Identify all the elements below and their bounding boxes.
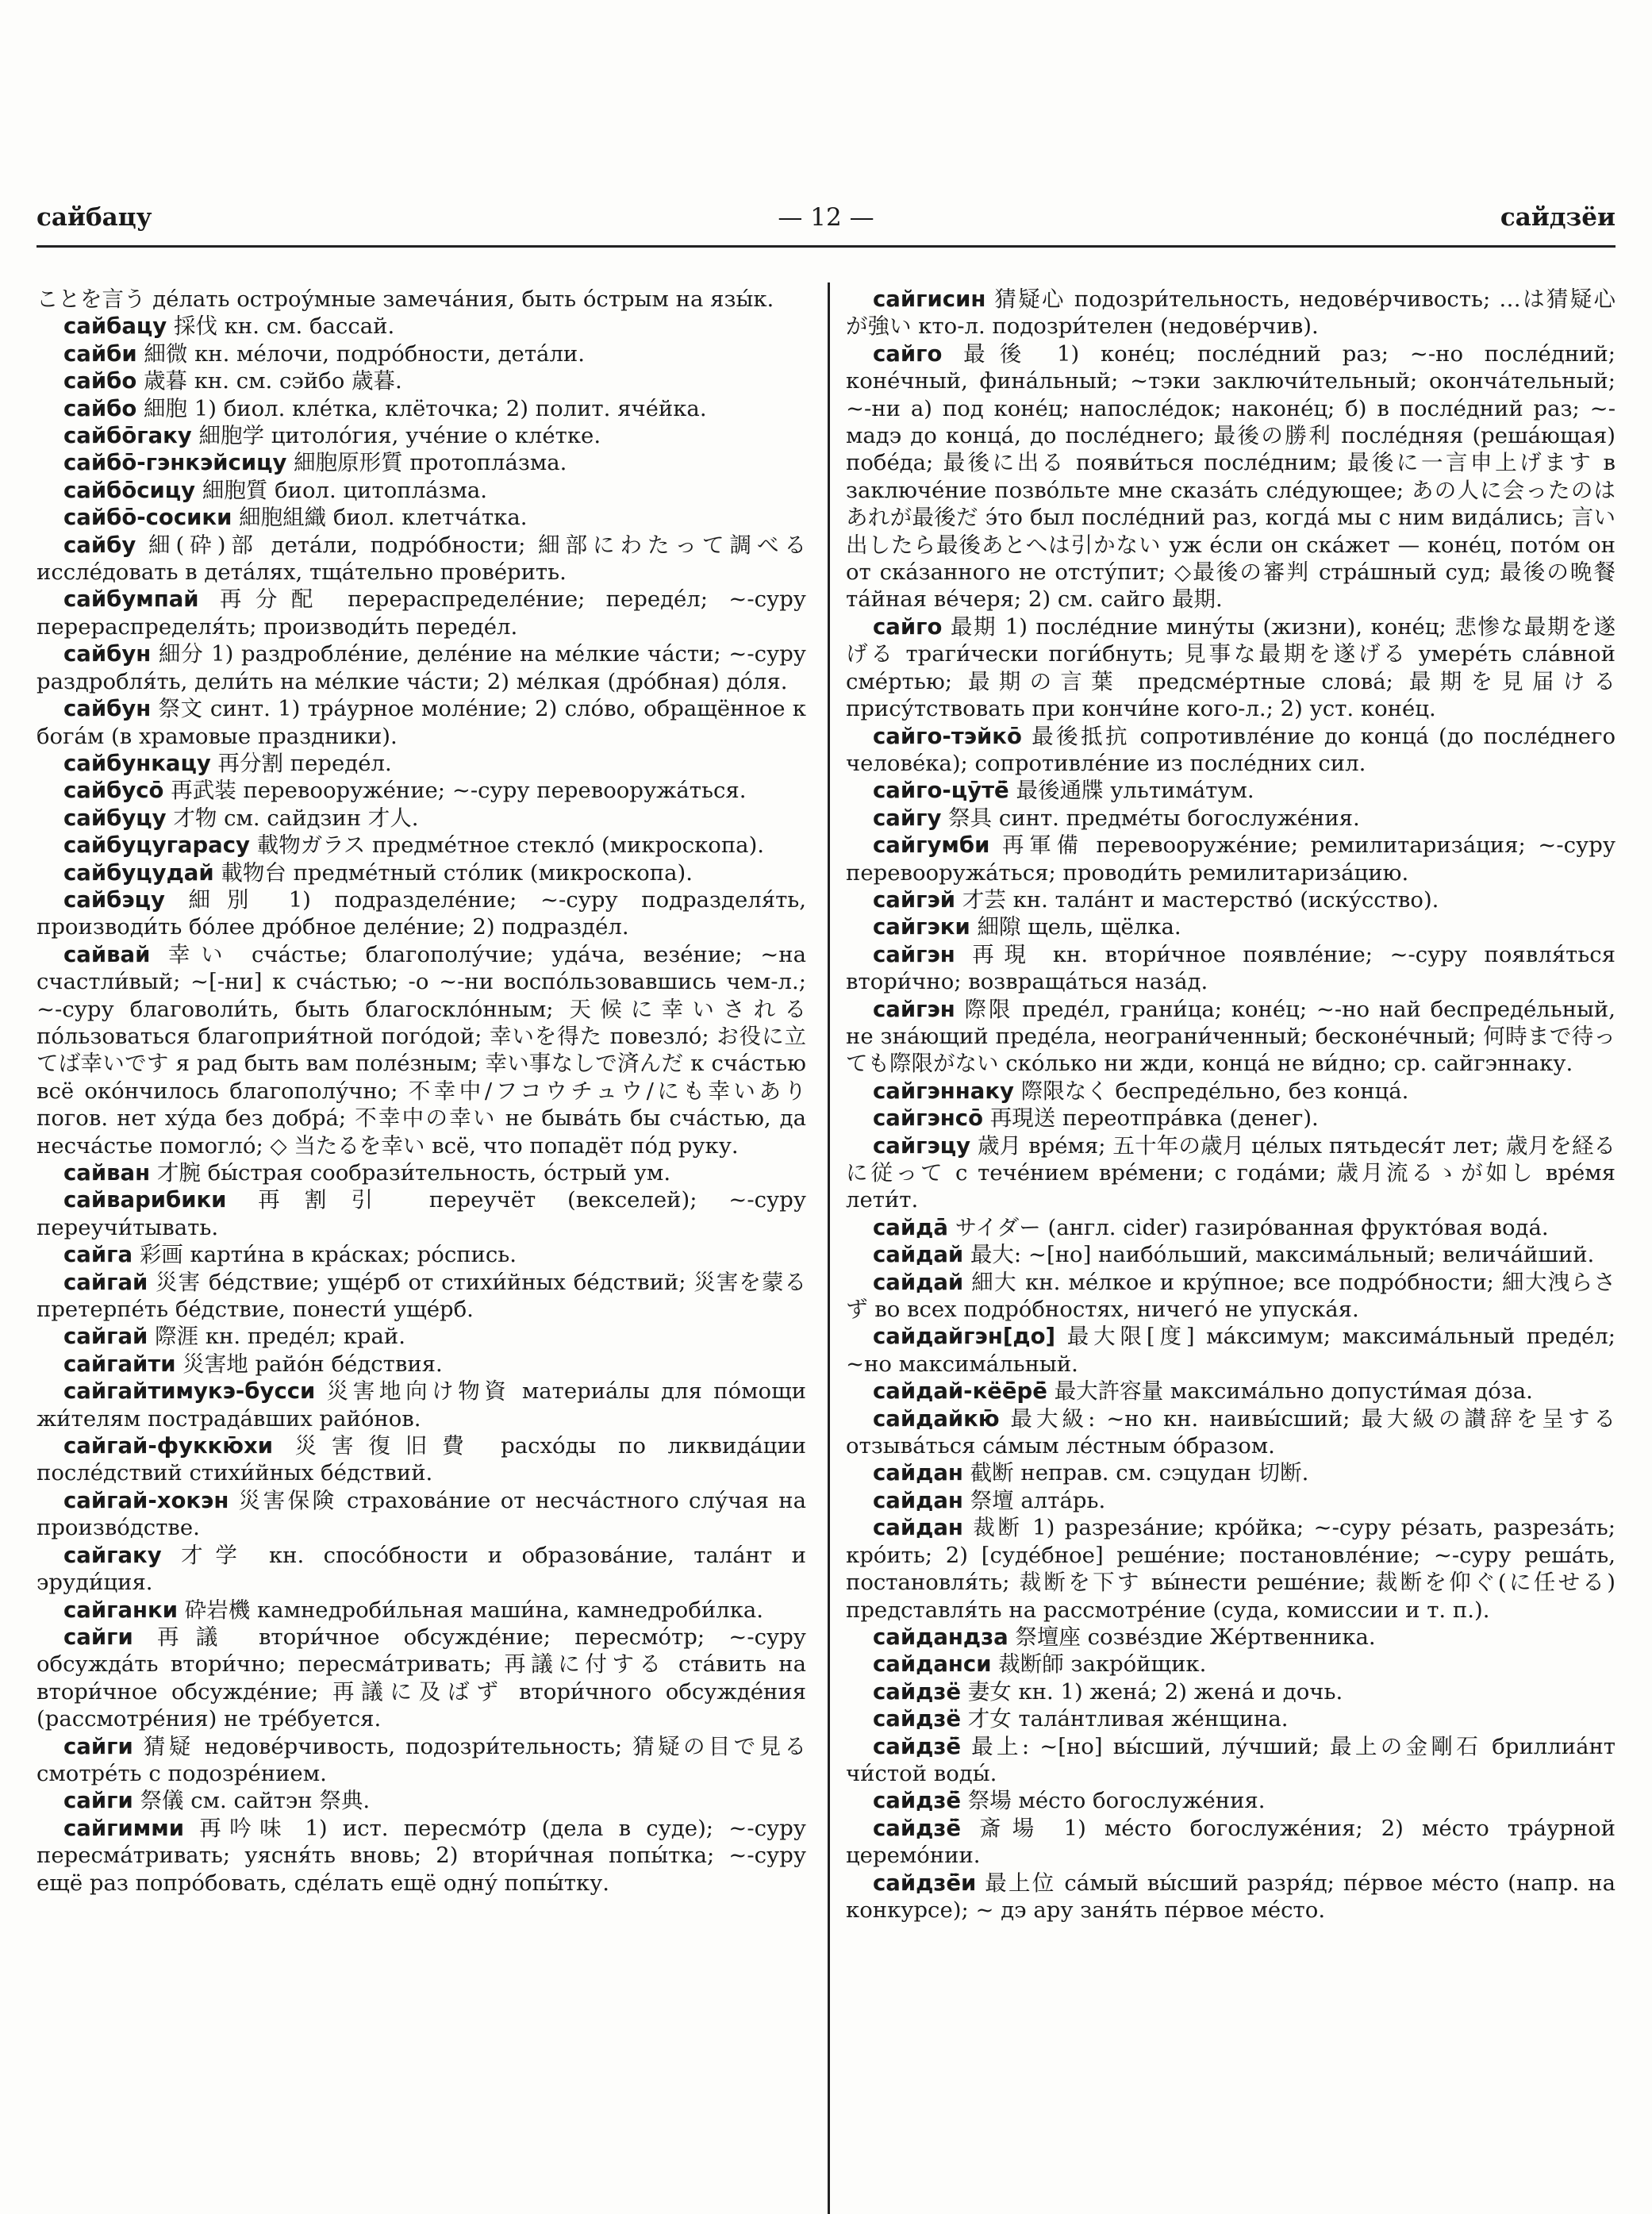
definition: 細胞組織 биол. клетча́тка.: [239, 505, 528, 531]
dictionary-entry: [846, 1651, 1616, 1678]
headword: сайвай: [63, 941, 151, 967]
definition: 才学 кн. спосо́бности и образова́ние, тала́нт и эруди́ция.: [36, 1542, 806, 1596]
page-number: — 12 —: [778, 203, 874, 232]
definition: 才女 тала́нтливая же́нщина.: [967, 1706, 1289, 1732]
dictionary-entry: [36, 777, 806, 804]
dictionary-entry: [846, 996, 1616, 1078]
dictionary-entry: [36, 1432, 806, 1487]
dictionary-entry: [36, 886, 806, 941]
definition: 再分配 перераспределе́ние; переде́л; ~-суру перераспределя́ть; производи́ть переде́л.: [36, 586, 806, 640]
definition: ことを言う де́лать остроу́мные замеча́ния, быть о́стрым на язы́к.: [36, 286, 774, 312]
headword: сайван: [63, 1160, 151, 1186]
definition: 最後通牒 ультима́тум.: [1016, 778, 1254, 804]
dictionary-entry: [846, 1241, 1616, 1268]
headword: сайги: [63, 1624, 133, 1650]
headword: сайгэн: [873, 996, 955, 1022]
definition: 祭儀 см. сайтэн 祭典.: [140, 1788, 371, 1814]
dictionary-entry: [36, 1815, 806, 1897]
dictionary-entry: [846, 1487, 1616, 1514]
right-column: [846, 286, 1616, 2214]
headword: сайгайти: [63, 1351, 176, 1377]
headword: сайдай-кёё̄рё̄: [873, 1378, 1047, 1405]
definition: 細別 1) подразделе́ние; ~-суру подразделя́ть, производи́ть бо́лее дро́бное деле́ние; 2) подразде́л.: [36, 886, 806, 940]
definition: 最後 1) коне́ц; после́дний раз; ~-но после́дний; коне́чный, фина́льный; ~тэки заключи́тельный; оконча́тельный; ~-ни а) под коне́ц; напосле́док; наконе́ц; б) в после́дний раз; ~-мадэ до конца́, до после́днего; 最後の勝利 после́дняя (реша́ющая) побе́да; 最後に出る появи́ться после́дним; 最後に一言申上げます в заключе́ние позво́льте мне сказа́ть сле́дующее; あの人に会ったのはあれが最後だ э́то был после́дний раз, когда́ мы с ним вида́лись; 言い出したら最後あとへは引かない уж е́сли он ска́жет — коне́ц, пото́м он от ска́занного не отсту́пит; ◇最後の審判 стра́шный суд; 最後の晩餐 та́йная ве́черя; 2) см. сайго 最期.: [846, 340, 1616, 613]
definition: 災害地 райо́н бе́дствия.: [182, 1351, 443, 1377]
headword: сайбуцугарасу: [63, 832, 250, 859]
headword: сайганки: [63, 1597, 178, 1623]
headword: сайго: [873, 613, 943, 640]
definition: 災害 бе́дствие; уще́рб от стихи́йных бе́дствий; 災害を蒙る претерпе́ть бе́дствие, понести́ уще́рб.: [36, 1269, 806, 1323]
definition: 載物ガラス предме́тное стекло́ (микроскопа).: [256, 832, 765, 859]
headword: сайгэцу: [873, 1132, 971, 1159]
definition: 最後抵抗 сопротивле́ние до конца́ (до после́днего челове́ка); сопротивле́ние из после́дних сил.: [846, 723, 1616, 776]
definition: 災害地向け物資 материа́лы для по́мощи жи́телям пострада́вших райо́нов.: [36, 1378, 806, 1432]
dictionary-entry: [36, 805, 806, 832]
headword: сайбункацу: [63, 750, 211, 776]
definition: 裁断 1) разреза́ние; кро́йка; ~-суру ре́зать, разреза́ть; кро́ить; 2) [суде́бное] реше́ние; постановле́ние; ~-суру реша́ть, постановля́ть; 裁断を下す вы́нести реше́ние; 裁断を仰ぐ(に任せる) представля́ть на рассмотре́ние (суда, комиссии и т. п.).: [846, 1515, 1616, 1623]
dictionary-entry: [846, 723, 1616, 778]
dictionary-entry: [846, 1078, 1616, 1105]
dictionary-entry: [36, 477, 806, 504]
headword: сайбо̄-сосики: [63, 505, 232, 531]
dictionary-entry: [846, 1514, 1616, 1624]
headword: сайбэцу: [63, 886, 165, 913]
definition: 再現 кн. втори́чное появле́ние; ~-суру появля́ться втори́чно; возвраща́ться наза́д.: [846, 941, 1616, 995]
headword: сайбацу: [63, 313, 167, 340]
page-header: [36, 203, 1616, 243]
dictionary-entry: [36, 395, 806, 422]
dictionary-entry: [36, 504, 806, 531]
header-guide-word-left: сайбацу: [36, 203, 152, 232]
headword: сайбо: [63, 395, 137, 421]
dictionary-entry: [36, 532, 806, 586]
definition: 再軍備 перевооруже́ние; ремилитариза́ция; ~-суру перевооружа́ться; проводи́ть ремилитариза́цию.: [846, 832, 1616, 886]
dictionary-entry: [846, 1459, 1616, 1486]
definition: 再吟味 1) ист. пересмо́тр (дела в суде); ~-суру пересма́тривать; уясня́ть вновь; 2) втори́чная попы́тка; ~-суру ещё раз попро́бовать, сде́лать ещё одну́ попы́тку.: [36, 1815, 806, 1896]
headword: сайбун: [63, 641, 152, 667]
definition: 際限なく беспреде́льно, без конца́.: [1020, 1078, 1409, 1104]
dictionary-entry: [846, 1870, 1616, 1924]
dictionary-entry: [846, 1323, 1616, 1378]
dictionary-entry: [846, 1214, 1616, 1241]
column-divider: [828, 283, 830, 2214]
definition: 才腕 бы́страя сообрази́тельность, о́стрый ум.: [156, 1160, 671, 1186]
headword: сайбуцудай: [63, 859, 214, 886]
dictionary-entry: [36, 1323, 806, 1350]
definition: 細胞 1) биол. кле́тка, клёточка; 2) полит. яче́йка.: [143, 395, 707, 421]
definition: 斎場 1) ме́сто богослуже́ния; 2) ме́сто тра́урной церемо́нии.: [846, 1815, 1616, 1869]
definition: 猜疑 недове́рчивость, подозри́тельность; 猜疑の目で見る смотре́ть с подозре́нием.: [36, 1733, 806, 1786]
definition: 最上: ~[но] вы́сший, лу́чший; 最上の金剛石 бриллиа́нт чи́стой воды́.: [846, 1733, 1616, 1786]
definition: 祭文 синт. 1) тра́урное моле́ние; 2) сло́во, обращённое к бога́м (в храмовые праздники).: [36, 696, 806, 749]
definition: 祭場 ме́сто богослуже́ния.: [967, 1788, 1266, 1814]
headword: сайдайгэн[до]: [873, 1324, 1056, 1350]
headword: сайбо: [63, 368, 137, 394]
headword: сайдзё̄и: [873, 1870, 977, 1896]
headword: сайгумби: [873, 832, 990, 859]
headword: сайга: [63, 1242, 133, 1268]
headword: сайдзё̄: [873, 1815, 961, 1841]
definition: 最大: ~[но] наибо́льший, максима́льный; велича́йший.: [970, 1242, 1595, 1268]
dictionary-entry: [36, 1624, 806, 1733]
dictionary-entry: [36, 586, 806, 640]
headword: сайгэй: [873, 886, 956, 913]
definition: 截断 неправ. см. сэцудан 切断.: [970, 1460, 1309, 1486]
dictionary-entry: [846, 832, 1616, 886]
definition: 歳暮 кн. см. сэйбо 歳暮.: [143, 368, 402, 394]
headword: сайдан: [873, 1460, 963, 1486]
definition: 細胞質 биол. цитопла́зма.: [202, 477, 487, 503]
dictionary-entry: [36, 1186, 806, 1241]
headword: сайби: [63, 340, 137, 367]
dictionary-entry: [846, 941, 1616, 996]
headword: сайгисин: [873, 286, 986, 312]
definition: 祭壇座 созве́здие Же́ртвенника.: [1015, 1624, 1376, 1650]
definition: 再議 втори́чное обсужде́ние; пересмо́тр; ~-суру обсужда́ть втори́чно; пересма́тривать; 再議に付する ста́вить на втори́чное обсужде́ние; 再議に及ばず втори́чного обсужде́ния (рассмотре́ния) не тре́буется.: [36, 1624, 806, 1732]
definition: 細隙 щель, щёлка.: [977, 914, 1181, 940]
dictionary-entry: [846, 340, 1616, 613]
dictionary-entry: [846, 886, 1616, 913]
definition: サイダー (англ. cider) газиро́ванная фрукто́вая вода́.: [955, 1214, 1549, 1240]
dictionary-entry: [36, 750, 806, 777]
dictionary-entry: [846, 1815, 1616, 1870]
definition: 歳月 вре́мя; 五十年の歳月 це́лых пятьдеся́т лет; 歳月を経るに従って с тече́нием вре́мени; с года́ми; 歳月流るゝが如し вре́мя лети́т.: [846, 1132, 1616, 1213]
dictionary-entry: [36, 449, 806, 476]
left-column: [36, 286, 806, 2214]
dictionary-entry: [846, 1405, 1616, 1460]
headword: сайбо̄сицу: [63, 477, 196, 503]
headword: сайгай-хокэн: [63, 1487, 229, 1513]
dictionary-entry: [846, 1105, 1616, 1132]
dictionary-entry: [36, 422, 806, 449]
dictionary-entry: [846, 1787, 1616, 1814]
headword: сайварибики: [63, 1187, 227, 1213]
definition: 祭壇 алта́рь.: [970, 1487, 1106, 1513]
headword: сайдай: [873, 1269, 964, 1295]
dictionary-entry: [846, 1132, 1616, 1214]
definition: 再割引 переучёт (векселей); ~-суру переучи́тывать.: [36, 1187, 806, 1240]
definition: 際限 преде́л, грани́ца; коне́ц; ~-но най беспреде́льный, не зна́ющий преде́ла, неограни́ченный; бесконе́чный; 何時まで待っても際限がない ско́лько ни жди, конца́ не ви́дно; ср. сайгэннаку.: [846, 996, 1616, 1077]
dictionary-entry: [846, 286, 1616, 340]
definition: 再現送 переотпра́вка (денег).: [989, 1105, 1319, 1132]
dictionary-entry: [846, 913, 1616, 940]
definition: 最大限[度] ма́ксимум; максима́льный преде́л; ~но максима́льный.: [846, 1324, 1616, 1377]
dictionary-entry: [36, 1351, 806, 1378]
definition: 砕岩機 камнедроби́льная маши́на, камнедроби́лка.: [184, 1597, 764, 1623]
headword: сайгэнсо̄: [873, 1105, 983, 1132]
dictionary-entry: [36, 1159, 806, 1186]
headword: сайбумпай: [63, 586, 199, 613]
headword: сайдзё: [873, 1706, 961, 1732]
definition: 再分割 переде́л.: [217, 750, 392, 776]
headword: сайдайкю̄: [873, 1405, 1000, 1432]
headword: сайданси: [873, 1651, 992, 1678]
dictionary-entry: [36, 1733, 806, 1788]
dictionary-entry: [36, 941, 806, 1159]
headword: сайдзё̄: [873, 1788, 961, 1814]
dictionary-entry: [36, 367, 806, 394]
definition: 細(砕)部 дета́ли, подро́бности; 細部にわたって調べる иссле́довать в дета́лях, тща́тельно прове́рить.: [36, 532, 806, 586]
dictionary-entry: [36, 1487, 806, 1542]
headword: сайго-тэйко̄: [873, 723, 1022, 749]
headword: сайгай: [63, 1324, 148, 1350]
dictionary-entry: [846, 1678, 1616, 1705]
definition: 才物 см. сайдзин 才人.: [173, 805, 419, 831]
headword: сайгэн: [873, 941, 955, 967]
headword: сайги: [63, 1733, 133, 1759]
definition: 妻女 кн. 1) жена́; 2) жена́ и дочь.: [967, 1678, 1343, 1705]
dictionary-entry: [36, 1378, 806, 1432]
headword: сайго-цӯтё̄: [873, 778, 1009, 804]
definition: 才芸 кн. тала́нт и мастерство́ (иску́сство).: [962, 886, 1439, 913]
headword: сайгу: [873, 805, 942, 831]
headword: сайгай: [63, 1269, 148, 1295]
definition: 再武装 перевооруже́ние; ~-суру перевооружа́ться.: [171, 778, 747, 804]
dictionary-entry: [36, 340, 806, 367]
definition: 彩画 карти́на в кра́сках; ро́спись.: [139, 1242, 517, 1268]
headword: сайбо̄гаку: [63, 423, 192, 449]
dictionary-entry: [36, 1787, 806, 1814]
definition: 際涯 кн. преде́л; край.: [155, 1324, 405, 1350]
headword: сайгай-фуккю̄хи: [63, 1433, 274, 1459]
headword: сайгимми: [63, 1815, 184, 1841]
definition: 猜疑心 подозри́тельность, недове́рчивость; …は猜疑心が強い кто-л. подозри́телен (недове́рчив).: [846, 286, 1616, 340]
headword: сайдзё̄: [873, 1733, 961, 1759]
dictionary-entry: [36, 286, 806, 313]
headword: сайги: [63, 1788, 133, 1814]
definition: 採伐 кн. см. бассай.: [173, 313, 395, 340]
headword: сайбу: [63, 532, 136, 558]
dictionary-entry: [846, 1378, 1616, 1405]
dictionary-entry: [36, 695, 806, 750]
headword: сайдан: [873, 1487, 963, 1513]
definition: 細微 кн. ме́лочи, подро́бности, дета́ли.: [144, 340, 585, 367]
headword: сайбусо̄: [63, 778, 164, 804]
headword: сайго: [873, 340, 943, 367]
definition: 細分 1) раздробле́ние, деле́ние на ме́лкие ча́сти; ~-суру раздробля́ть, дели́ть на ме́лкие ча́сти; 2) ме́лкая (дро́бная) до́ля.: [36, 641, 806, 694]
definition: 幸い сча́стье; благополу́чие; уда́ча, везе́ние; ~на счастли́вый; ~[-ни] к сча́стью; -о ~-ни воспо́льзовавшись чем-л.; ~-суру благоволи́ть, быть благоскло́нным; 天候に幸いされる по́льзоваться благоприя́тной пого́дой; 幸いを得た повезло́; お役に立てば幸いです я рад быть вам поле́зным; 幸い事なしで済んだ к сча́стью всё око́нчилось благополу́чно; 不幸中/フコウチュウ/にも幸いあり погов. нет ху́да без добра́; 不幸中の幸い не быва́ть бы сча́стью, да несча́стье помогло́; ◇ 当たるを幸い всё, что попадёт по́д руку.: [36, 941, 806, 1159]
dictionary-entry: [846, 1269, 1616, 1324]
definition: 細胞学 цитоло́гия, уче́ние о кле́тке.: [198, 423, 601, 449]
dictionary-entry: [846, 805, 1616, 832]
dictionary-entry: [846, 1624, 1616, 1651]
headword: сайдан: [873, 1515, 963, 1541]
definition: 災害保険 страхова́ние от несча́стного слу́чая на произво́дстве.: [36, 1487, 806, 1541]
headword: сайгэки: [873, 914, 970, 940]
headword: сайгайтимукэ-бусси: [63, 1378, 316, 1405]
dictionary-entry: [36, 859, 806, 886]
definition: 載物台 предме́тный сто́лик (микроскопа).: [221, 859, 693, 886]
dictionary-entry: [36, 1241, 806, 1268]
headword: сайда̄: [873, 1214, 948, 1240]
header-guide-word-right: сайдзёи: [1500, 203, 1616, 232]
definition: 災害復旧費 расхо́ды по ликвида́ции после́дствий стихи́йных бе́дствий.: [36, 1433, 806, 1486]
headword: сайгаку: [63, 1542, 162, 1568]
headword: сайдзё: [873, 1678, 961, 1705]
dictionary-entry: [36, 1597, 806, 1624]
definition: 最大級: ~но кн. наивы́сший; 最大級の讃辞を呈する отзыва́ться са́мым ле́стным о́бразом.: [846, 1405, 1616, 1459]
dictionary-entry: [36, 1542, 806, 1597]
dictionary-entry: [846, 613, 1616, 723]
headword: сайбо̄-гэнкэйсицу: [63, 450, 287, 476]
headword: сайгэннаку: [873, 1078, 1014, 1104]
dictionary-entry: [36, 313, 806, 340]
definition: 最大許容量 максима́льно допусти́мая до́за.: [1054, 1378, 1533, 1405]
definition: 最上位 са́мый вы́сший разря́д; пе́рвое ме́сто (напр. на конкурсе); ~ дэ ару заня́ть пе́рвое ме́сто.: [846, 1870, 1616, 1923]
definition: 祭具 синт. предме́ты богослуже́ния.: [948, 805, 1360, 831]
headword: сайдандза: [873, 1624, 1008, 1650]
definition: 細胞原形質 протопла́зма.: [294, 450, 567, 476]
definition: 裁断師 закро́йщик.: [998, 1651, 1207, 1678]
dictionary-entry: [846, 777, 1616, 804]
definition: 最期 1) после́дние мину́ты (жизни), коне́ц; 悲惨な最期を遂げる траги́чески поги́бнуть; 見事な最期を遂げる умере́ть сла́вной сме́ртью; 最期の言葉 предсме́ртные слова́; 最期を見届ける прису́тствовать при кончи́не кого-л.; 2) уст. коне́ц.: [846, 613, 1616, 722]
dictionary-entry: [846, 1733, 1616, 1788]
dictionary-entry: [36, 1269, 806, 1324]
dictionary-entry: [36, 832, 806, 859]
header-rule: [36, 245, 1616, 248]
headword: сайбун: [63, 696, 152, 722]
headword: сайбуцу: [63, 805, 167, 831]
headword: сайдай: [873, 1242, 964, 1268]
dictionary-entry: [846, 1705, 1616, 1732]
dictionary-entry: [36, 640, 806, 695]
definition: 細大 кн. ме́лкое и кру́пное; все подро́бности; 細大洩らさず во всех подро́бностях, ничего́ не упуска́я.: [846, 1269, 1616, 1323]
